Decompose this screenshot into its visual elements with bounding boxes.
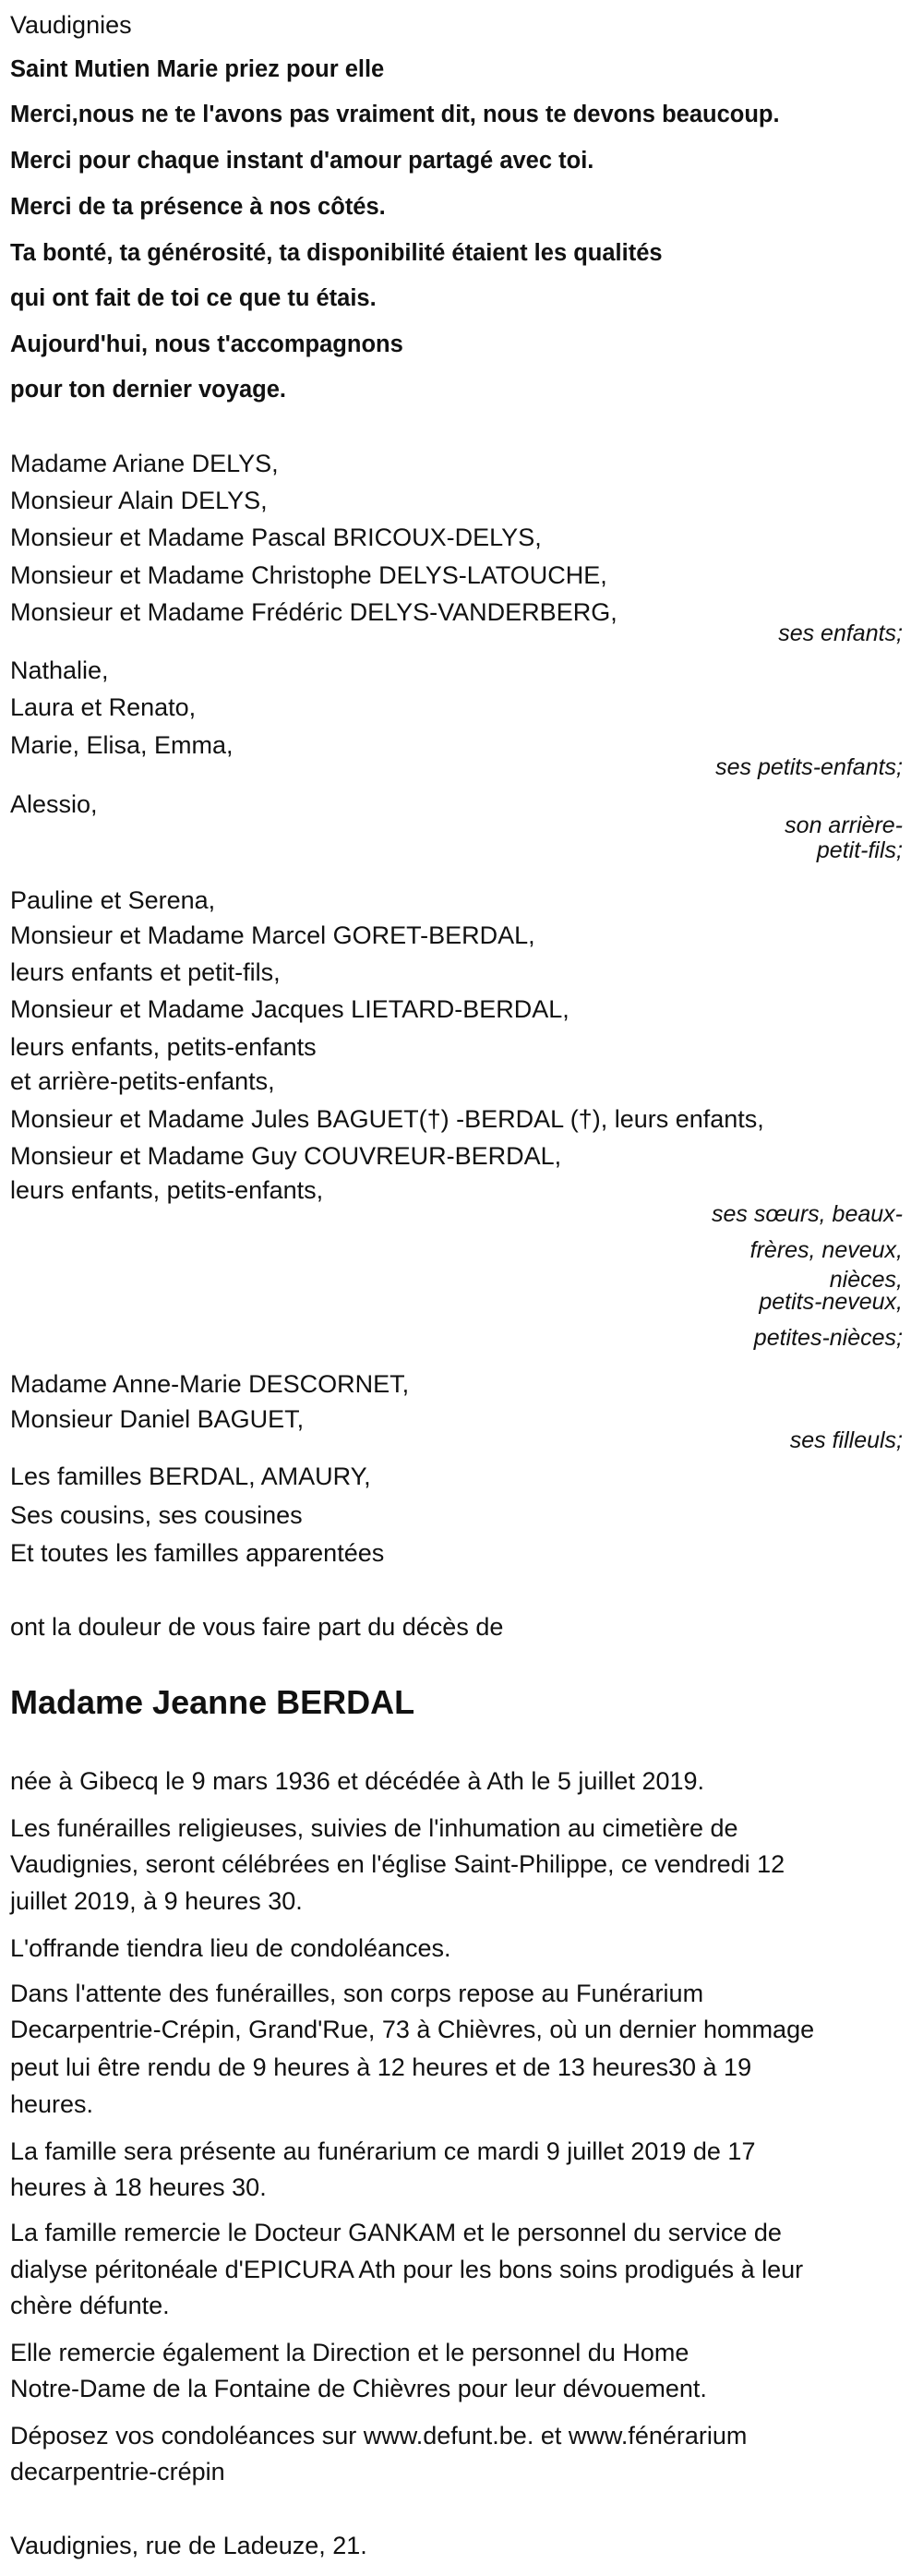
sibling-name: Monsieur et Madame Jacques LIETARD-BERDAL, [10, 995, 569, 1023]
sibling-name: Monsieur et Madame Jules BAGUET(†) -BERDAL (†), leurs enfants, [10, 1105, 764, 1133]
grandchild-name: Marie, Elisa, Emma, [10, 731, 234, 759]
sibling-name: Pauline et Serena, [10, 886, 216, 914]
grandchild-name: Nathalie, [10, 656, 109, 684]
prayer-line: pour ton dernier voyage. [10, 377, 286, 403]
announcement: ont la douleur de vous faire part du décès de [10, 1613, 504, 1641]
visitation-line: peut lui être rendu de 9 heures à 12 heures et de 13 heures30 à 19 [10, 2053, 752, 2081]
child-name: Monsieur et Madame Frédéric DELYS-VANDERBERG, [10, 598, 617, 626]
sibling-name: Monsieur et Madame Marcel GORET-BERDAL, [10, 921, 535, 949]
visitation-line: Decarpentrie-Crépin, Grand'Rue, 73 à Chièvres, où un dernier hommage [10, 2016, 815, 2043]
prayer-line: Merci,nous ne te l'avons pas vraiment dit, nous te devons beaucoup. [10, 102, 780, 127]
family-presence-line: La famille sera présente au funérarium ce mardi 9 juillet 2019 de 17 [10, 2137, 756, 2165]
relation-label: ses petits-enfants; [715, 754, 903, 780]
family-line: Ses cousins, ses cousines [10, 1501, 303, 1529]
child-name: Monsieur et Madame Christophe DELYS-LATOUCHE, [10, 561, 607, 589]
prayer-line: qui ont fait de toi ce que tu étais. [10, 285, 377, 311]
sibling-name: leurs enfants et petit-fils, [10, 958, 281, 986]
condolences-line: decarpentrie-crépin [10, 2458, 225, 2486]
offering: L'offrande tiendra lieu de condoléances. [10, 1934, 451, 1962]
relation-label: frères, neveux, [749, 1237, 903, 1263]
thanks-home-line: Notre-Dame de la Fontaine de Chièvres pour leur dévouement. [10, 2375, 707, 2402]
funeral-line: Vaudignies, seront célébrées en l'église Saint-Philippe, ce vendredi 12 [10, 1850, 785, 1878]
relation-label: petites-nièces; [753, 1325, 903, 1351]
child-name: Monsieur et Madame Pascal BRICOUX-DELYS, [10, 524, 542, 551]
prayer-line: Merci pour chaque instant d'amour partagé avec toi. [10, 148, 594, 174]
great-grandchild-name: Alessio, [10, 790, 98, 818]
grandchild-name: Laura et Renato, [10, 693, 197, 721]
thanks-doctor-line: dialyse péritonéale d'EPICURA Ath pour les bons soins prodigués à leur [10, 2256, 804, 2283]
sibling-name: leurs enfants, petits-enfants [10, 1033, 317, 1061]
relation-label: son arrière- [785, 813, 903, 838]
relation-label: nièces, [829, 1267, 903, 1293]
deceased-name: Madame Jeanne BERDAL [10, 1683, 415, 1721]
thanks-doctor-line: La famille remercie le Docteur GANKAM et le personnel du service de [10, 2219, 782, 2246]
family-presence-line: heures à 18 heures 30. [10, 2173, 267, 2201]
relation-label: petit-fils; [816, 837, 903, 863]
relation-label: ses sœurs, beaux- [711, 1201, 903, 1227]
prayer-line: Aujourd'hui, nous t'accompagnons [10, 331, 403, 357]
address: Vaudignies, rue de Ladeuze, 21. [10, 2532, 367, 2559]
relation-label: ses filleuls; [789, 1427, 903, 1453]
child-name: Madame Ariane DELYS, [10, 450, 279, 477]
prayer-line: Merci de ta présence à nos côtés. [10, 194, 386, 220]
family-line: Les familles BERDAL, AMAURY, [10, 1463, 371, 1490]
birth-death: née à Gibecq le 9 mars 1936 et décédée à Ath le 5 juillet 2019. [10, 1767, 705, 1795]
godchild-name: Madame Anne-Marie DESCORNET, [10, 1370, 410, 1398]
sibling-name: et arrière-petits-enfants, [10, 1067, 275, 1095]
child-name: Monsieur Alain DELYS, [10, 487, 268, 514]
funeral-line: juillet 2019, à 9 heures 30. [10, 1887, 303, 1915]
relation-label: petits-neveux, [759, 1289, 903, 1315]
thanks-doctor-line: chère défunte. [10, 2292, 170, 2319]
visitation-line: Dans l'attente des funérailles, son corps repose au Funérarium [10, 1980, 704, 2007]
visitation-line: heures. [10, 2090, 94, 2118]
relation-label: ses enfants; [778, 620, 903, 646]
sibling-name: leurs enfants, petits-enfants, [10, 1176, 324, 1204]
funeral-line: Les funérailles religieuses, suivies de l'inhumation au cimetière de [10, 1814, 738, 1842]
prayer-line: Saint Mutien Marie priez pour elle [10, 56, 385, 82]
condolences-line: Déposez vos condoléances sur www.defunt.be. et www.fénérarium [10, 2422, 748, 2450]
header-place: Vaudignies [10, 11, 132, 39]
thanks-home-line: Elle remercie également la Direction et le personnel du Home [10, 2339, 689, 2366]
godchild-name: Monsieur Daniel BAGUET, [10, 1405, 305, 1433]
sibling-name: Monsieur et Madame Guy COUVREUR-BERDAL, [10, 1142, 562, 1170]
family-line: Et toutes les familles apparentées [10, 1539, 385, 1567]
prayer-line: Ta bonté, ta générosité, ta disponibilité étaient les qualités [10, 240, 663, 266]
